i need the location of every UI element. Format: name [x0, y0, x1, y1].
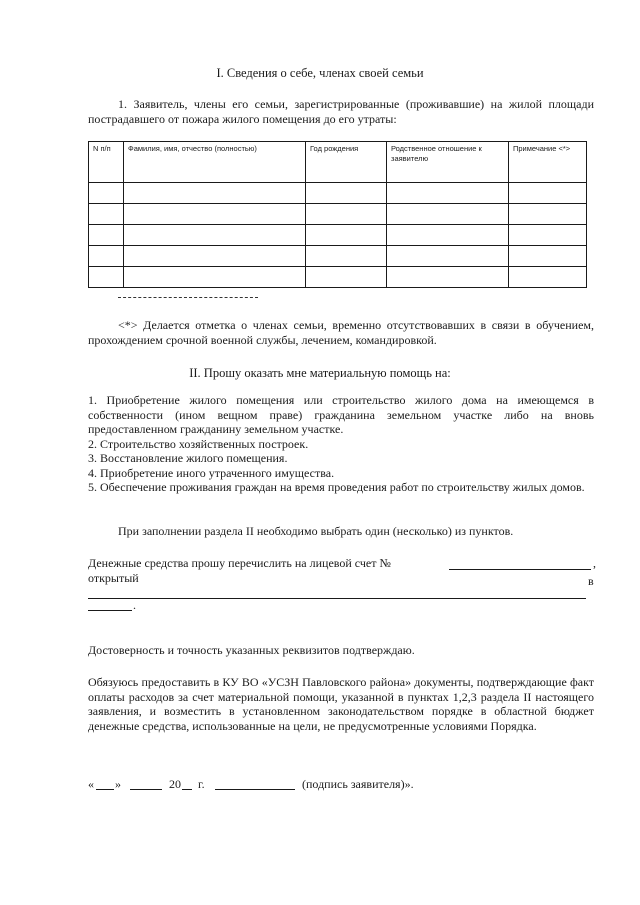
- date-open-quote: «: [88, 777, 94, 791]
- table-cell[interactable]: [89, 183, 124, 204]
- section-2-title: II. Прошу оказать мне материальную помощь на:: [189, 366, 451, 380]
- section-2-note: При заполнении раздела II необходимо выбрать один (несколько) из пунктов.: [118, 524, 514, 538]
- year-field[interactable]: [182, 777, 192, 790]
- table-row: [89, 246, 587, 267]
- table-cell[interactable]: [89, 225, 124, 246]
- footnote: <*> Делается отметка о членах семьи, временно отсутствовавших в связи в обучением, прохождением срочной военной службы, лечением, командировкой.: [88, 318, 594, 347]
- payment-end-dot: .: [133, 598, 136, 612]
- family-members-table: [88, 141, 587, 288]
- table-cell[interactable]: [306, 246, 387, 267]
- day-field[interactable]: [96, 777, 114, 790]
- date-close-quote: »: [115, 777, 121, 791]
- table-cell[interactable]: [124, 225, 306, 246]
- section-1-title: I. Сведения о себе, членах своей семьи: [216, 66, 424, 80]
- list-item: 2. Строительство хозяйственных построек.: [88, 436, 309, 451]
- table-cell[interactable]: [89, 267, 124, 288]
- payment-account-label: Денежные средства прошу перечислить на лицевой счет №: [88, 556, 391, 570]
- list-item: 1. Приобретение жилого помещения или строительство жилого дома на имеющемся в собственности (ином вещном праве) гражданина земельном участке либо на вновь предоставленном гражданину земельном участке.: [88, 393, 594, 436]
- table-cell[interactable]: [124, 183, 306, 204]
- signature-line: [88, 777, 594, 793]
- confirmation-text: Достоверность и точность указанных реквизитов подтверждаю.: [88, 643, 415, 657]
- table-cell[interactable]: [387, 183, 509, 204]
- footnote-separator: [118, 297, 258, 298]
- account-number-field[interactable]: [449, 556, 591, 570]
- list-item: 3. Восстановление жилого помещения.: [88, 451, 288, 465]
- header-name: Фамилия, имя, отчество (полностью): [124, 142, 306, 183]
- table-cell[interactable]: [387, 204, 509, 225]
- list-item: 5. Обеспечение проживания граждан на время проведения работ по строительству жилых домов.: [88, 480, 585, 494]
- payment-in-label: в: [588, 574, 594, 588]
- table-cell[interactable]: [387, 246, 509, 267]
- table-cell[interactable]: [124, 267, 306, 288]
- table-cell[interactable]: [509, 225, 587, 246]
- table-row: [89, 204, 587, 225]
- table-cell[interactable]: [306, 225, 387, 246]
- year-suffix: г.: [198, 777, 205, 791]
- table-row: [89, 225, 587, 246]
- header-birth-year: Год рождения: [306, 142, 387, 183]
- header-num: N п/п: [89, 142, 124, 183]
- payment-opened-label: открытый: [88, 571, 139, 585]
- table-header-row: [89, 142, 587, 183]
- list-item: 4. Приобретение иного утраченного имущества.: [88, 465, 335, 480]
- table-cell[interactable]: [306, 204, 387, 225]
- payment-comma: ,: [593, 556, 596, 570]
- table-cell[interactable]: [124, 246, 306, 267]
- table-cell[interactable]: [509, 267, 587, 288]
- table-cell[interactable]: [306, 267, 387, 288]
- month-field[interactable]: [130, 777, 162, 790]
- assistance-options-list: [88, 393, 594, 495]
- table-row: [89, 183, 587, 204]
- table-cell[interactable]: [387, 225, 509, 246]
- section-1-intro: 1. Заявитель, члены его семьи, зарегистрированные (проживавшие) на жилой площади пострадавшего от пожара жилого помещения до его утраты:: [88, 97, 594, 126]
- signature-label: (подпись заявителя)».: [302, 777, 414, 791]
- bank-name-field-cont[interactable]: [88, 598, 132, 611]
- table-cell[interactable]: [306, 183, 387, 204]
- table-cell[interactable]: [509, 204, 587, 225]
- table-cell[interactable]: [509, 246, 587, 267]
- table-cell[interactable]: [124, 204, 306, 225]
- table-cell[interactable]: [387, 267, 509, 288]
- bank-name-field[interactable]: [88, 588, 586, 599]
- header-note: Примечание <*>: [509, 142, 587, 183]
- table-cell[interactable]: [89, 246, 124, 267]
- obligation-text: Обязуюсь предоставить в КУ ВО «УСЗН Павловского района» документы, подтверждающие факт оплаты расходов за счет материальной помощи, указанной в пунктах 1,2,3 раздела II настоящего заявления, и возместить в установленном законодательством порядке в областной бюджет денежные средства, использованные на цели, не предусмотренные условиями Порядка.: [88, 675, 594, 733]
- table-cell[interactable]: [89, 204, 124, 225]
- table-cell[interactable]: [509, 183, 587, 204]
- year-prefix: 20: [169, 777, 181, 791]
- header-relation: Родственное отношение к заявителю: [387, 142, 509, 183]
- table-row: [89, 267, 587, 288]
- signature-field[interactable]: [215, 777, 295, 790]
